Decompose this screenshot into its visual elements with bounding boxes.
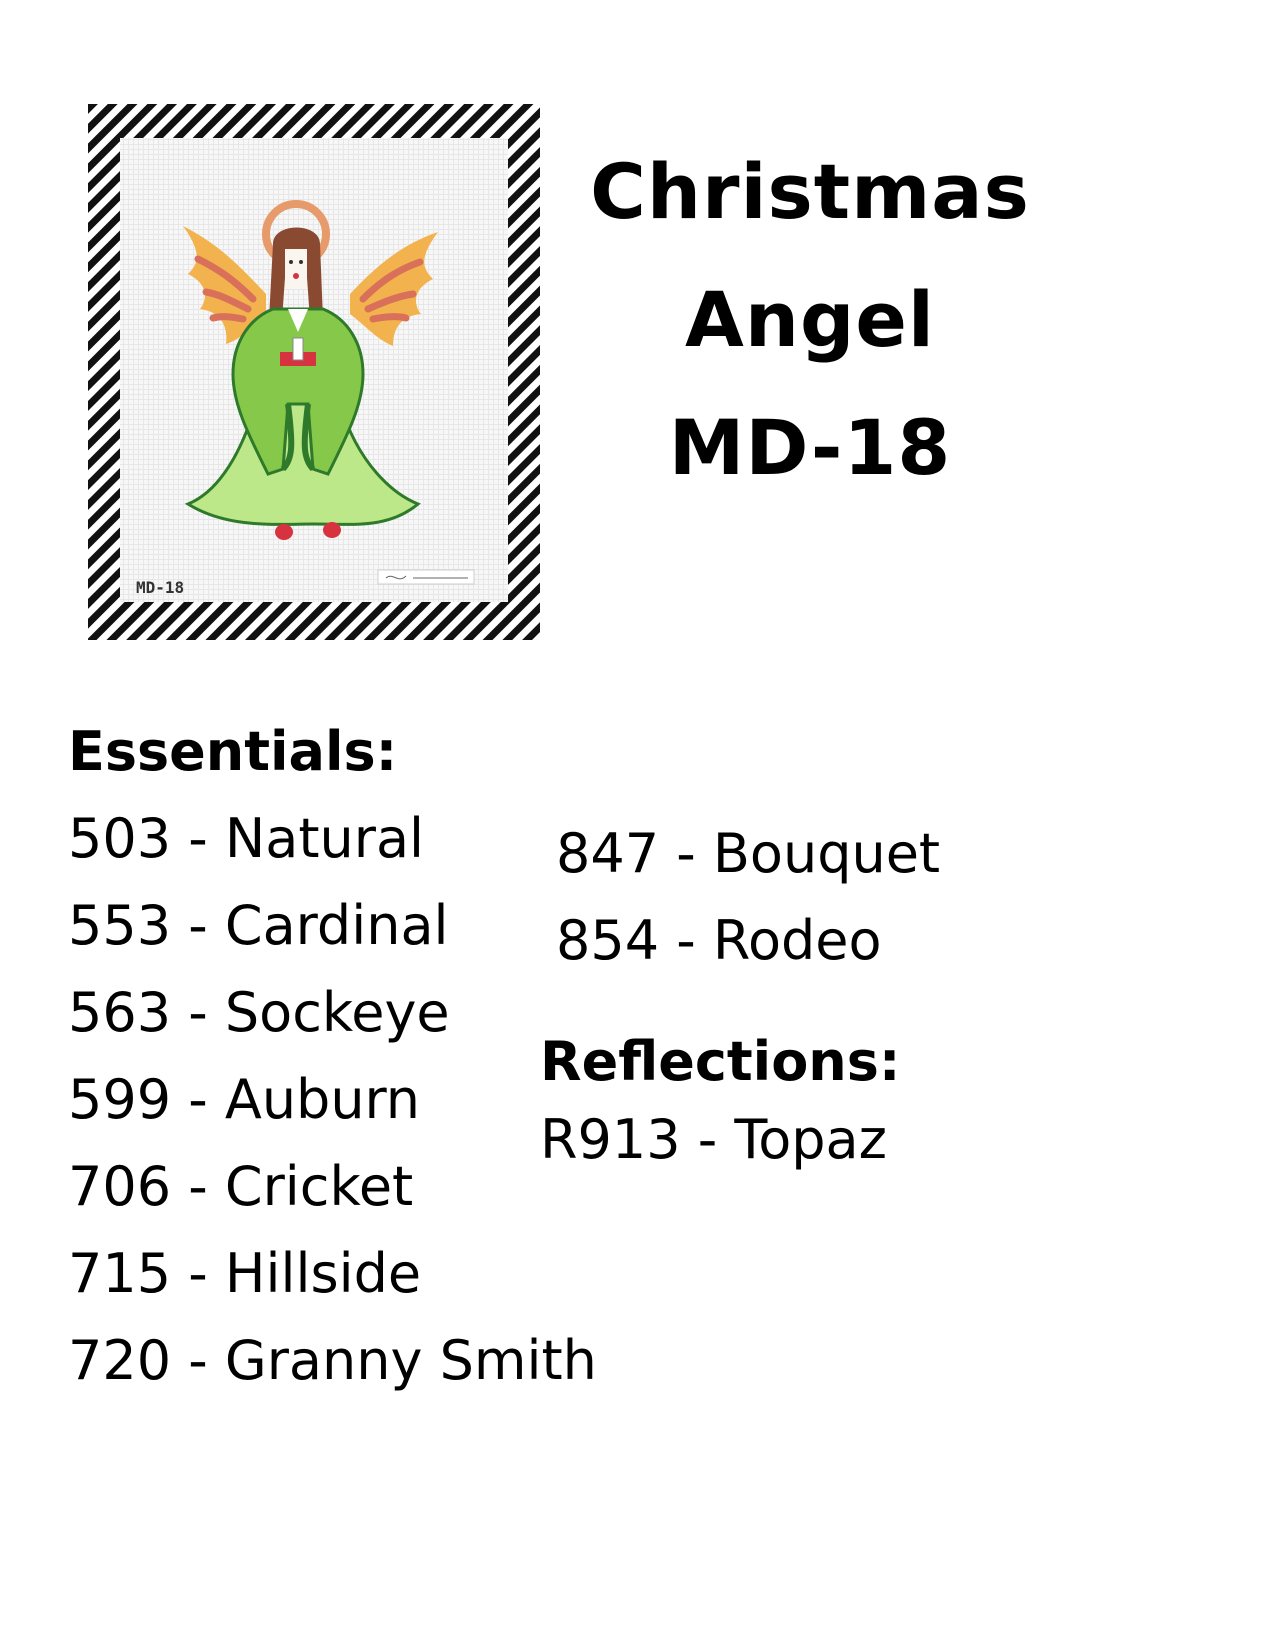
angel-canvas-photo: [88, 104, 540, 640]
thread-item: 503 - Natural: [68, 807, 425, 870]
thread-item: 553 - Cardinal: [68, 894, 449, 957]
face: [285, 249, 307, 289]
thread-item: 563 - Sockeye: [68, 981, 450, 1044]
page-title: [560, 128, 1060, 512]
essentials-heading: Essentials:: [68, 720, 398, 783]
thread-item: 706 - Cricket: [68, 1155, 414, 1218]
essentials-list-right: [556, 810, 940, 984]
thread-item: R913 - Topaz: [540, 1108, 887, 1171]
title-line-1: Christmas: [590, 147, 1030, 236]
thread-item: 847 - Bouquet: [556, 822, 941, 885]
thread-item: 854 - Rodeo: [556, 909, 882, 972]
reflections-heading: Reflections:: [540, 1030, 901, 1093]
reflections-list: [540, 1096, 887, 1183]
essentials-list: [68, 795, 597, 1404]
thread-item: 715 - Hillside: [68, 1242, 422, 1305]
thread-item: 720 - Granny Smith: [68, 1329, 597, 1392]
thread-item: 599 - Auburn: [68, 1068, 421, 1131]
title-line-3: MD-18: [668, 403, 952, 492]
title-line-2: Angel: [685, 275, 935, 364]
feet: [275, 524, 293, 540]
canvas-label: MD-18: [136, 578, 185, 597]
